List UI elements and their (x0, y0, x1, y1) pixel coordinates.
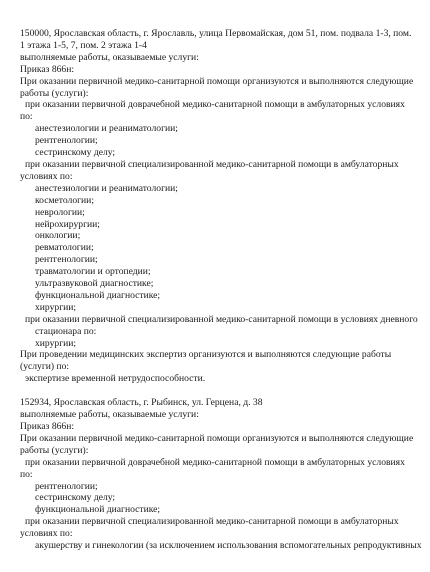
text-line: условиях по: (20, 528, 73, 540)
order-reference: Приказ 866н: (20, 421, 75, 432)
list-item: рентгенологии; (35, 480, 98, 492)
section-spacer (20, 385, 416, 397)
section-heading: выполняемые работы, оказываемые услуги: (20, 51, 199, 63)
text-line: При проведении медицинских экспертиз организуются и выполняются следующие работы (20, 349, 392, 361)
text-line: при оказании первичной специализированной медико-санитарной помощи в амбулаторных (25, 158, 399, 170)
list-item: анестезиологии и реаниматологии; (35, 182, 178, 194)
text-line: по: (20, 111, 33, 123)
address-line: 1 этажа 1-5, 7, пом. 2 этажа 1-4 (20, 39, 147, 51)
list-item: функциональной диагностике; (35, 504, 161, 516)
list-item: косметологии; (35, 194, 94, 206)
list-item: рентгенологии; (35, 135, 98, 147)
list-item: травматологии и ортопедии; (35, 266, 151, 278)
text-line: при оказании первичной специализированной медико-санитарной помощи в амбулаторных (25, 516, 399, 528)
list-item: анестезиологии и реаниматологии; (35, 123, 178, 135)
order-reference: Приказ 866н: (20, 63, 75, 75)
text-line: стационара по: (35, 325, 97, 337)
list-item: сестринскому делу; (35, 492, 116, 504)
text-line: При оказании первичной медико-санитарной помощи организуются и выполняются следующие (20, 75, 414, 87)
list-item: онкологии; (35, 230, 81, 242)
list-item: сестринскому делу; (35, 147, 116, 159)
text-line: работы (услуги): (20, 87, 89, 99)
list-item: ревматологии; (35, 242, 94, 254)
document-body (20, 28, 422, 552)
section-heading: выполняемые работы, оказываемые услуги: (20, 409, 199, 421)
address-line: 152934, Ярославская область, г. Рыбинск, ул. Герцена, д. 38 (20, 397, 263, 409)
list-item: ультразвуковой диагностике; (35, 278, 154, 290)
text-line: при оказании первичной специализированной медико-санитарной помощи в условиях дневного (25, 313, 418, 325)
text-line: при оказании первичной доврачебной медико-санитарной помощи в амбулаторных условиях (25, 456, 405, 468)
list-item: неврологии; (35, 206, 85, 218)
list-item: акушерству и гинекологии (за исключением использования вспомогательных репродуктивных (35, 540, 422, 552)
list-item: экспертизе временной нетрудоспособности. (25, 373, 206, 385)
list-item: нейрохирургии; (35, 218, 100, 230)
text-line: условиях по: (20, 170, 73, 182)
list-item: хирургии; (35, 337, 77, 349)
list-item: рентгенологии; (35, 254, 98, 266)
text-line: при оказании первичной доврачебной медико-санитарной помощи в амбулаторных условиях (25, 99, 405, 111)
text-line: (услуги) по: (20, 361, 70, 373)
text-line: по: (20, 468, 33, 480)
text-line: работы (услуги): (20, 444, 89, 456)
text-line: При оказании первичной медико-санитарной помощи организуются и выполняются следующие (20, 432, 414, 444)
address-line: 150000, Ярославская область, г. Ярославль, улица Первомайская, дом 51, пом. подвала 1-3, пом. (20, 28, 412, 39)
list-item: функциональной диагностике; (35, 289, 161, 301)
list-item: хирургии; (35, 301, 77, 313)
